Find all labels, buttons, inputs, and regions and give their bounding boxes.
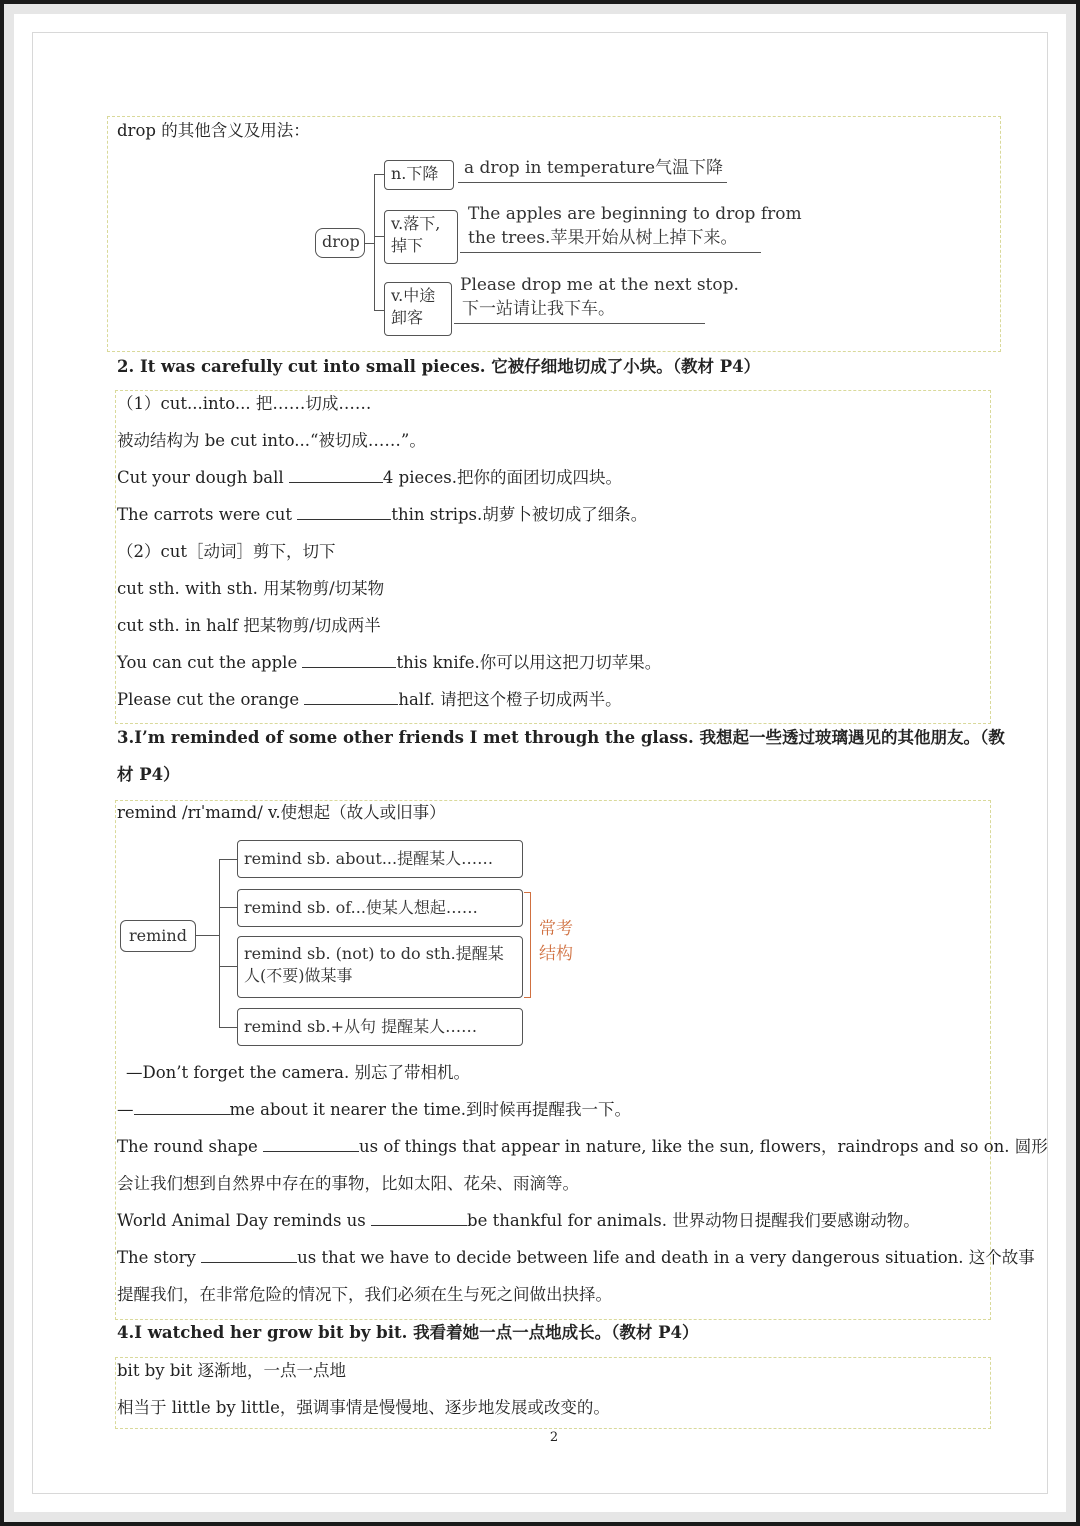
example-text: us of things that appear in nature, like the sun, flowers，raindrops and so on. 圆形 xyxy=(359,1137,1048,1156)
fill-blank[interactable] xyxy=(263,1137,359,1152)
section3-dialog xyxy=(117,1100,631,1120)
example-text: us that we have to decide between life and death in a very dangerous situation. 这个故事 xyxy=(297,1248,1035,1267)
remind-root-node: remind xyxy=(120,920,196,952)
section2-example xyxy=(117,468,622,488)
example-text: me about it nearer the time.到时候再提醒我一下。 xyxy=(229,1100,631,1119)
fill-blank[interactable] xyxy=(297,505,391,520)
fill-blank[interactable] xyxy=(289,468,383,483)
remind-connector xyxy=(219,859,220,1027)
section2-example xyxy=(117,653,661,673)
example-text: thin strips.胡萝卜被切成了细条。 xyxy=(391,505,648,524)
remind-branch-of xyxy=(237,889,523,927)
remind-connector xyxy=(219,859,237,860)
section3-example xyxy=(117,1248,1035,1268)
drop-connector xyxy=(374,310,384,311)
example-text: The round shape xyxy=(117,1137,264,1156)
branch-label: 卸客 xyxy=(391,308,424,327)
example-text: Cut your dough ball xyxy=(117,468,289,487)
section3-definition: remind /rɪˈmaɪnd/ v.使想起（故人或旧事） xyxy=(117,803,446,822)
drop-example: 下一站请让我下车。 xyxy=(454,297,705,324)
drop-branch-noun xyxy=(384,160,454,190)
section3-example xyxy=(117,1137,1048,1157)
example-text: Please cut the orange xyxy=(117,690,305,709)
drop-connector xyxy=(374,174,384,175)
example-text: — xyxy=(117,1100,134,1119)
branch-text: remind sb. of...使某人想起…… xyxy=(244,898,478,917)
section2-line: （2）cut［动词］剪下，切下 xyxy=(117,542,336,561)
branch-text: remind sb. (not) to do sth.提醒某 xyxy=(244,944,504,963)
section3-box xyxy=(115,800,991,1320)
section4-line: bit by bit 逐渐地，一点一点地 xyxy=(117,1361,347,1380)
page-number: 2 xyxy=(549,1430,559,1445)
section2-line: cut sth. in half 把某物剪/切成两半 xyxy=(117,616,381,635)
section2-example xyxy=(117,690,622,710)
section2-example xyxy=(117,505,647,525)
branch-label: 掉下 xyxy=(391,236,424,255)
remind-connector xyxy=(219,907,237,908)
drop-branch-fall xyxy=(384,210,458,264)
fill-blank[interactable] xyxy=(201,1248,297,1263)
section3-title: 材 P4） xyxy=(117,765,180,784)
example-text: be thankful for animals. 世界动物日提醒我们要感谢动物。 xyxy=(467,1211,920,1230)
drop-example: the trees.苹果开始从树上掉下来。 xyxy=(460,226,761,253)
example-text: half. 请把这个橙子切成两半。 xyxy=(398,690,622,709)
drop-example: a drop in temperature气温下降 xyxy=(458,156,727,183)
bracket-label: 常考 xyxy=(539,919,573,939)
section2-line: 被动结构为 be cut into...“被切成……”。 xyxy=(117,431,426,450)
example-text: You can cut the apple xyxy=(117,653,303,672)
branch-label: n.下降 xyxy=(391,164,439,183)
remind-connector xyxy=(219,1027,237,1028)
remind-branch-clause xyxy=(237,1008,523,1046)
drop-root-node: drop xyxy=(315,228,365,258)
section3-example: 会让我们想到自然界中存在的事物，比如太阳、花朵、雨滴等。 xyxy=(117,1174,579,1193)
branch-text: remind sb. about...提醒某人…… xyxy=(244,849,494,868)
example-text: The carrots were cut xyxy=(117,505,298,524)
fill-blank[interactable] xyxy=(304,690,398,705)
example-text: this knife.你可以用这把刀切苹果。 xyxy=(396,653,662,672)
bracket-label: 结构 xyxy=(539,944,573,964)
section2-line: （1）cut...into... 把……切成…… xyxy=(117,394,372,413)
section3-title: 3.I’m reminded of some other friends I met through the glass. 我想起一些透过玻璃遇见的其他朋友。（教 xyxy=(117,728,1005,747)
branch-text: 人(不要)做某事 xyxy=(244,966,353,985)
example-text: 4 pieces.把你的面团切成四块。 xyxy=(382,468,622,487)
bracket xyxy=(530,892,531,998)
drop-connector xyxy=(374,174,375,310)
drop-example: The apples are beginning to drop from xyxy=(468,204,802,224)
remind-connector xyxy=(196,935,220,936)
example-text: The story xyxy=(117,1248,202,1267)
bracket xyxy=(524,997,531,998)
example-text: World Animal Day reminds us xyxy=(117,1211,372,1230)
bracket xyxy=(524,892,531,893)
branch-label: v.落下, xyxy=(391,214,441,233)
drop-connector xyxy=(374,236,384,237)
branch-label: v.中途 xyxy=(391,286,436,305)
section4-title: 4.I watched her grow bit by bit. 我看着她一点一点地成长。（教材 P4） xyxy=(117,1323,699,1342)
remind-branch-about xyxy=(237,840,523,878)
remind-branch-todo xyxy=(237,936,523,998)
section3-example xyxy=(117,1211,920,1231)
fill-blank[interactable] xyxy=(371,1211,467,1226)
section4-line: 相当于 little by little，强调事情是慢慢地、逐步地发展或改变的。 xyxy=(117,1398,610,1417)
section3-dialog: —Don’t forget the camera. 别忘了带相机。 xyxy=(126,1063,471,1082)
remind-connector xyxy=(219,966,237,967)
section3-example: 提醒我们，在非常危险的情况下，我们必须在生与死之间做出抉择。 xyxy=(117,1285,612,1304)
section2-line: cut sth. with sth. 用某物剪/切某物 xyxy=(117,579,385,598)
fill-blank[interactable] xyxy=(134,1100,230,1115)
drop-example: Please drop me at the next stop. xyxy=(460,275,739,295)
section2-title: 2. It was carefully cut into small pieces. 它被仔细地切成了小块。（教材 P4） xyxy=(117,357,761,376)
branch-text: remind sb.+从句 提醒某人…… xyxy=(244,1017,478,1036)
drop-branch-dropoff xyxy=(384,282,452,336)
drop-heading: drop 的其他含义及用法： xyxy=(117,121,310,140)
fill-blank[interactable] xyxy=(302,653,396,668)
